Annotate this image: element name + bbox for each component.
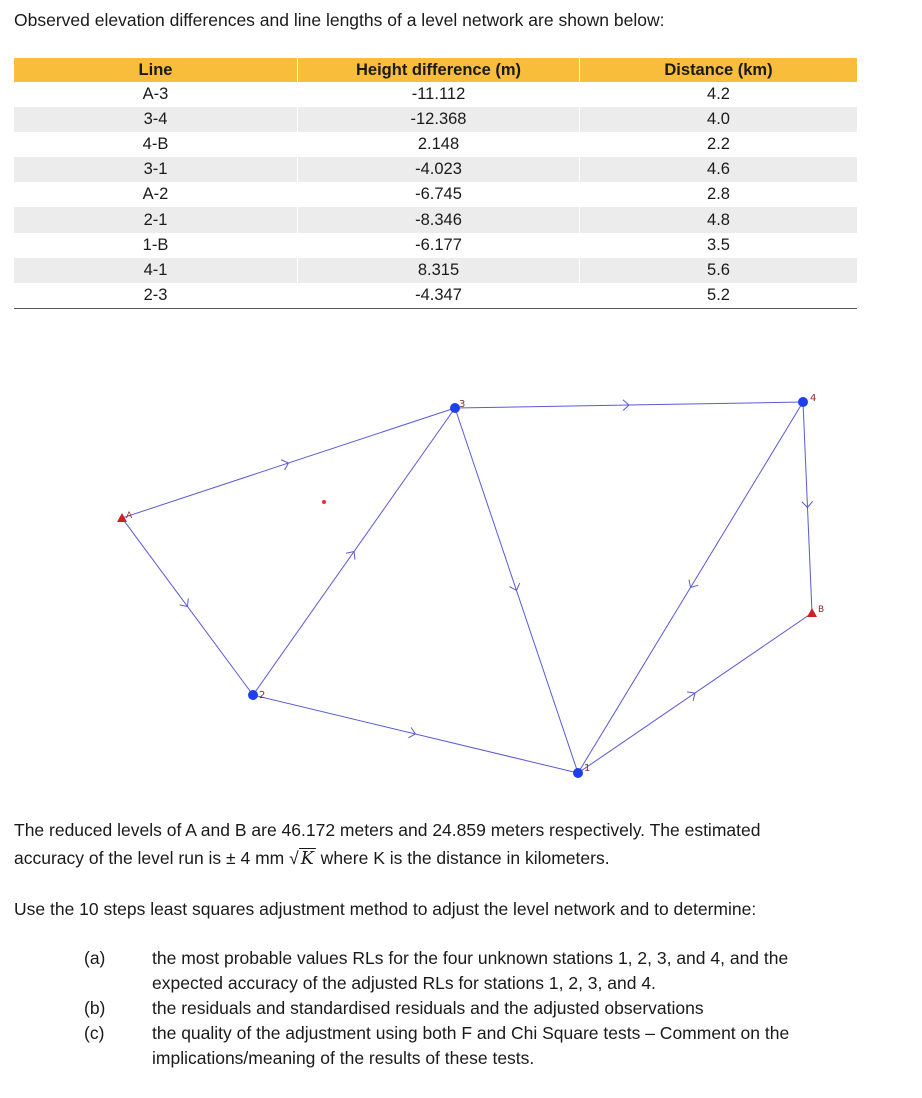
table-row (14, 107, 857, 132)
station-label-A: A (126, 511, 133, 521)
sqrt-variable: K (300, 849, 314, 869)
intro-text: Observed elevation differences and line lengths of a level network are shown below: (14, 10, 665, 30)
question-a-line: the most probable values RLs for the four unknown stations 1, 2, 3, and 4, and the (152, 948, 789, 968)
direction-arrows (180, 400, 813, 738)
station-label-B: B (818, 605, 825, 615)
accuracy-text-pre: accuracy of the level run is ± 4 mm √ (14, 848, 299, 868)
table-row (14, 283, 857, 309)
cell-distance: 4.8 (580, 207, 858, 232)
station-2 (248, 690, 258, 700)
question-a-line: expected accuracy of the adjusted RLs for stations 1, 2, 3, and 4. (152, 973, 656, 993)
benchmark-B (807, 608, 817, 617)
cell-distance: 3.5 (580, 233, 858, 258)
cell-distance: 4.6 (580, 157, 858, 182)
station-label-3: 3 (459, 399, 466, 410)
cell-distance: 4.2 (580, 82, 858, 107)
level-network-diagram (0, 380, 922, 790)
cell-distance: 5.2 (580, 283, 858, 309)
cell-height: -6.177 (298, 233, 580, 258)
station-1 (573, 768, 583, 778)
table-row (14, 157, 857, 182)
station-4 (798, 397, 808, 407)
station-label-2: 2 (259, 690, 266, 701)
table-header-row (14, 58, 857, 82)
header-height-difference: Height difference (m) (298, 58, 580, 82)
question-c-line: the quality of the adjustment using both F and Chi Square tests – Comment on the (152, 1023, 790, 1043)
cell-height: -4.347 (298, 283, 580, 309)
cell-height: -12.368 (298, 107, 580, 132)
table-row (14, 258, 857, 283)
question-b-text (152, 996, 852, 1021)
accuracy-line (14, 844, 610, 873)
question-c-text (152, 1021, 852, 1071)
question-a-text (152, 946, 852, 996)
cell-line: 4-B (142, 135, 169, 154)
table-row (14, 207, 857, 232)
accuracy-text-post: where K is the distance in kilometers. (315, 848, 610, 868)
cell-height: 2.148 (298, 132, 580, 157)
cell-line: A-3 (142, 85, 169, 104)
question-a-label: (a) (84, 948, 106, 968)
header-distance: Distance (km) (580, 58, 858, 82)
cell-line: 3-4 (14, 107, 298, 132)
station-label-1: 1 (584, 763, 591, 774)
cell-height: -6.745 (298, 182, 580, 207)
table-row (14, 182, 857, 207)
sqrt-term (299, 844, 316, 873)
cell-height: -11.112 (298, 82, 580, 107)
cell-line: A-2 (142, 185, 169, 204)
cell-distance: 2.8 (580, 182, 858, 207)
cell-distance: 2.2 (580, 132, 858, 157)
station-label-4: 4 (810, 393, 817, 404)
cell-line: 2-3 (14, 283, 298, 309)
cell-line: 2-1 (14, 207, 298, 232)
direction-arrow-4-1 (689, 580, 698, 588)
cell-line: 1-B (142, 235, 169, 254)
table-row (14, 132, 857, 157)
cell-height: -8.346 (298, 207, 580, 232)
header-line: Line (14, 58, 298, 82)
cell-line: 3-1 (14, 157, 298, 182)
cell-distance: 4.0 (580, 107, 858, 132)
given-levels-line1: The reduced levels of A and B are 46.172 meters and 24.859 meters respectively. The estimated (14, 820, 761, 840)
cell-height: 8.315 (298, 258, 580, 283)
question-c-label: (c) (84, 1023, 105, 1043)
question-b-label: (b) (84, 998, 106, 1018)
table-row (14, 82, 857, 107)
observations-table (14, 58, 857, 309)
network-edges (122, 402, 812, 773)
cell-line: 4-1 (14, 258, 298, 283)
question-c-line: implications/meaning of the results of these tests. (152, 1048, 535, 1068)
table-row (14, 233, 857, 258)
cell-height: -4.023 (298, 157, 580, 182)
cell-distance: 5.6 (580, 258, 858, 283)
question-b-line: the residuals and standardised residuals and the adjusted observations (152, 998, 704, 1018)
stray-dot (322, 500, 326, 504)
instruction-text: Use the 10 steps least squares adjustment method to adjust the level network and to determine: (14, 899, 757, 919)
direction-arrow-1-B (687, 692, 695, 701)
network-stations (117, 393, 824, 778)
